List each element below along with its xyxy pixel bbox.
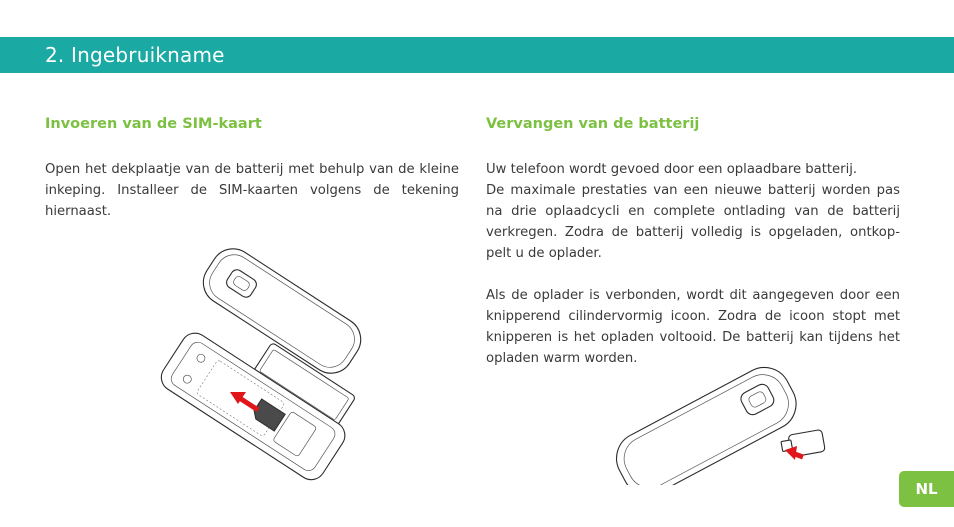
battery-paragraph-1-line-1: Uw telefoon wordt gevoed door een oplaadbare batterij.: [486, 162, 858, 177]
sim-card-paragraph: Open het dekplaatje van de batterij met behulp van de kleine inkeping. Installeer de SIM-kaarten volgens de tekening hiernaast.: [45, 162, 459, 219]
battery-heading: Vervangen van de batterij: [486, 116, 700, 132]
battery-paragraph-2: Als de oplader is verbonden, wordt dit aangegeven door een knipperend cilindervormig icoon. Zodra de icoon stopt met knipperen is het opladen voltooid. De batterij kan tijdens het opladen warm worden.: [486, 288, 900, 366]
phone-charger-illustration: [590, 360, 835, 485]
battery-section: [486, 116, 900, 369]
sim-card-section: [45, 116, 459, 222]
sim-illustration-svg: [140, 232, 380, 482]
phone-back-drawing: [607, 360, 805, 485]
section-title: 2. Ingebruikname: [45, 43, 225, 67]
language-badge: NL: [899, 471, 954, 507]
battery-paragraph-1-line-2: De maximale prestaties van een nieuwe batterij worden pas na drie oplaadcycli en complete ontlading van de batterij verkregen. Zodra de batterij volledig is opgeladen, ontkop-pelt u de oplader.: [486, 183, 900, 261]
charger-illustration-svg: [590, 360, 835, 485]
battery-paragraph-1: [486, 159, 900, 264]
phone-sim-insertion-illustration: [140, 232, 380, 482]
sim-card-heading: Invoeren van de SIM-kaart: [45, 116, 262, 132]
charger-plug-drawing: [780, 429, 825, 458]
section-header-bar: [0, 37, 954, 73]
